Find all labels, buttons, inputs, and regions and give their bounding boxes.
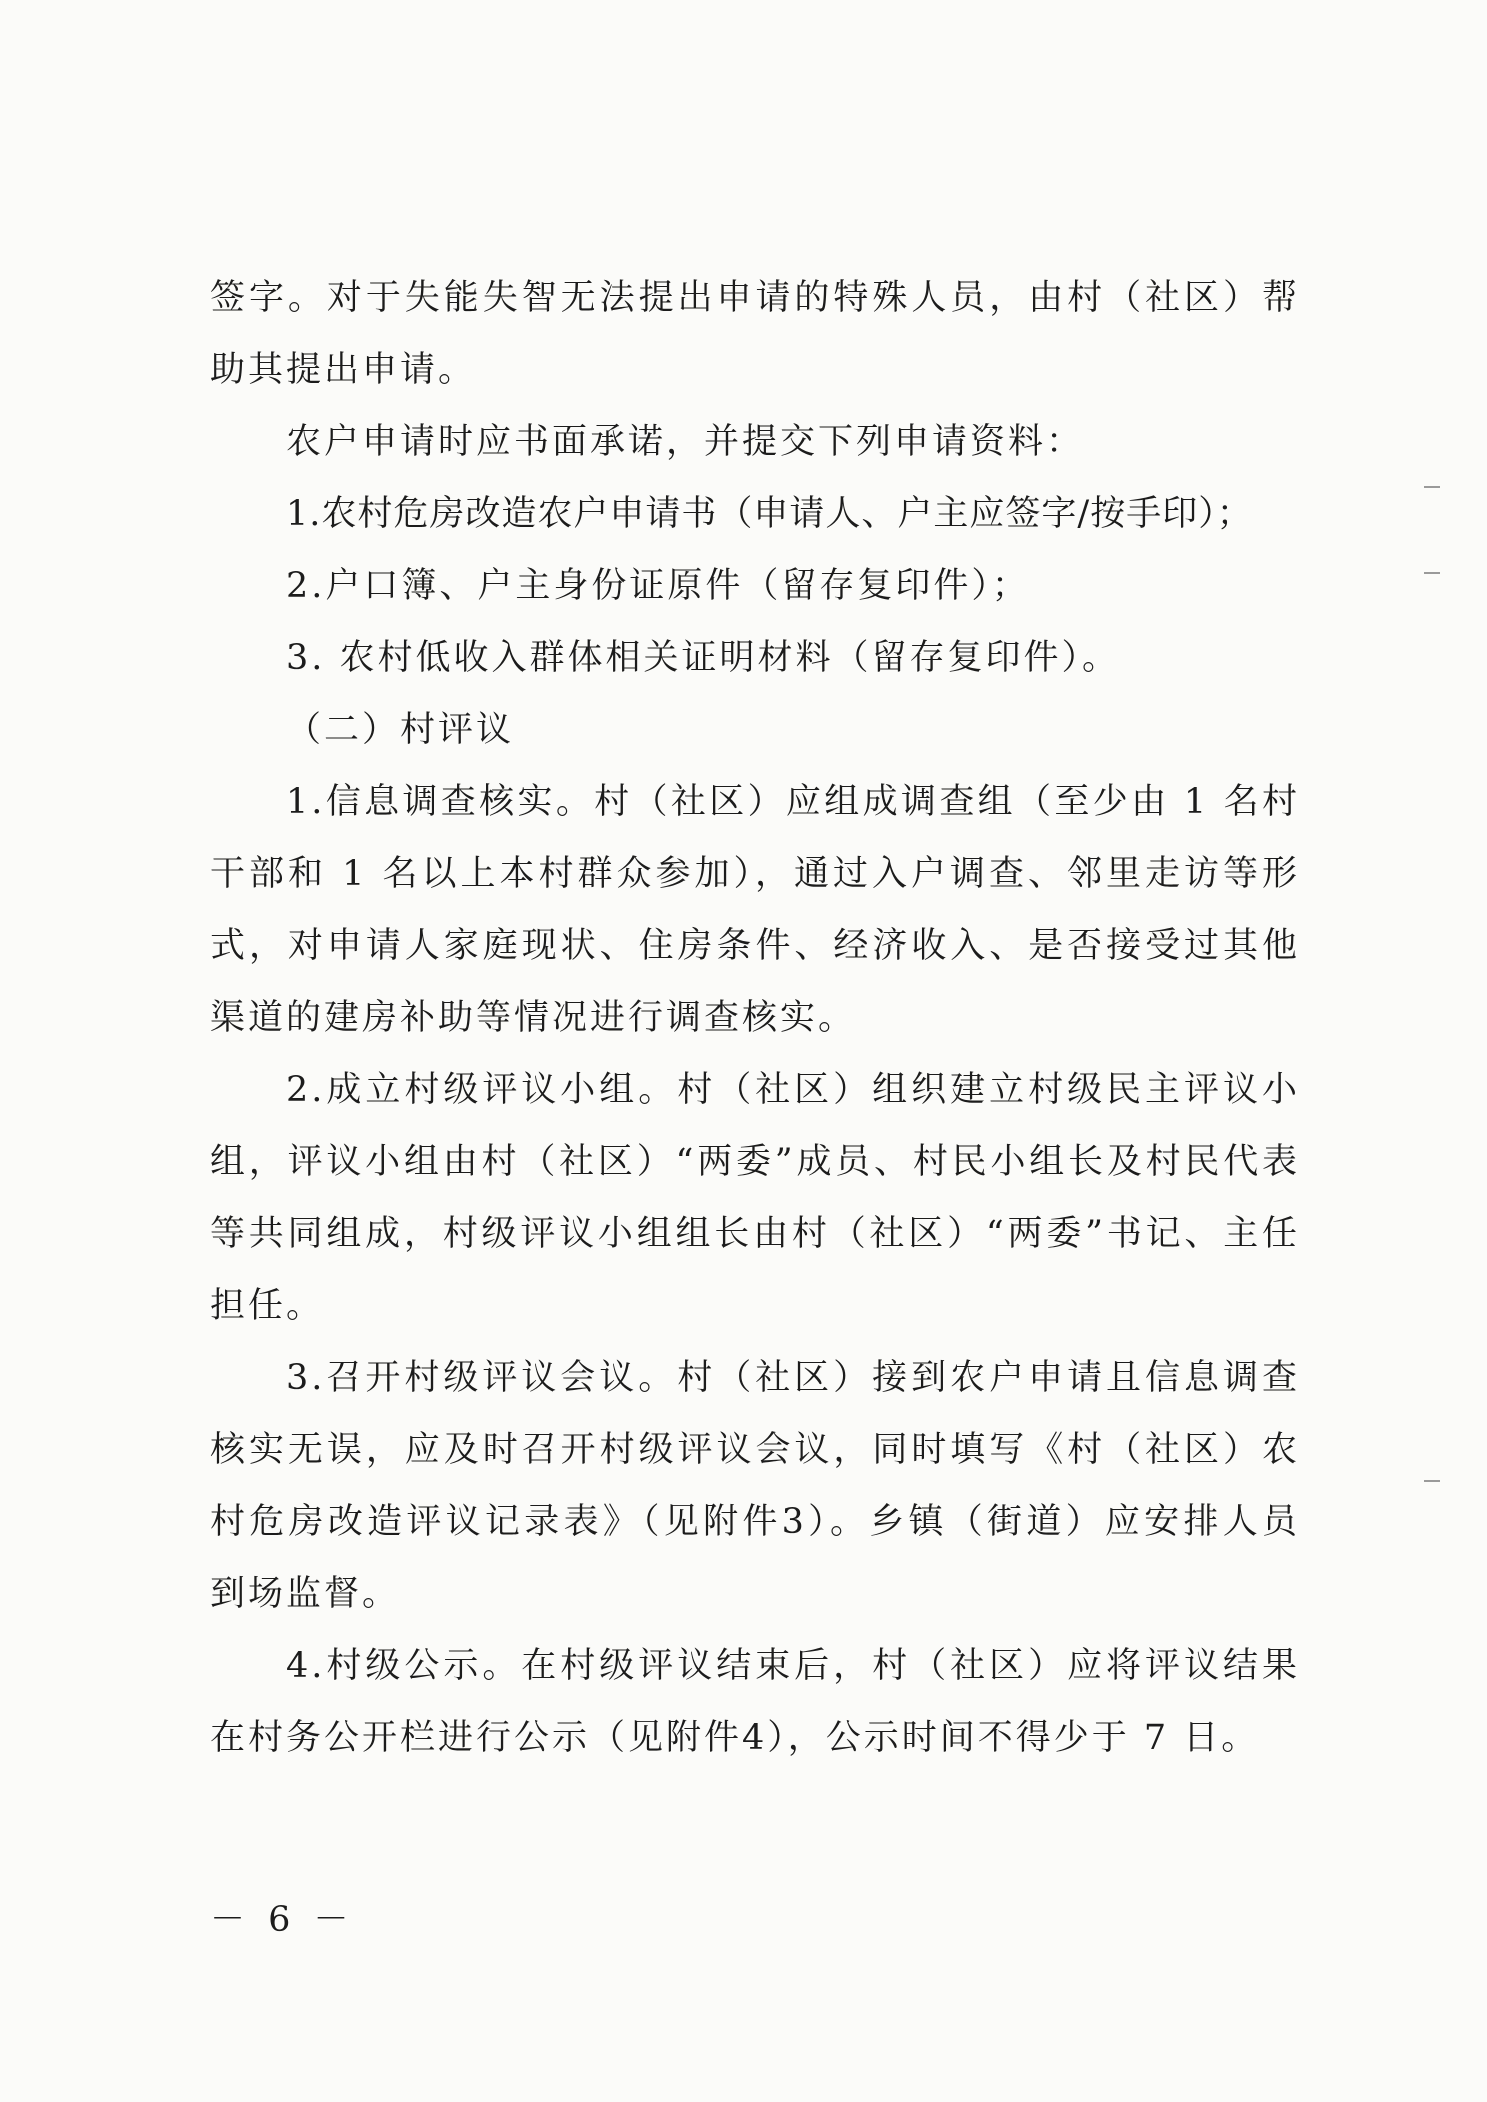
paragraph-application-commitment: 农户申请时应书面承诺，并提交下列申请资料： bbox=[286, 422, 1085, 462]
paragraph-info-verification: 1.信息调查核实。村（社区）应组成调查组（至少由 1 名村干部和 1 名以上本村群众参加），通过入户调查、邻里走访等形式，对申请人家庭现状、住房条件、经济收入、是否接受过其他渠道的建房补助等情况进行调查核实。 bbox=[210, 782, 1300, 1038]
scan-edge-mark bbox=[1424, 486, 1440, 488]
paragraph-village-publicity: 4.村级公示。在村级评议结束后，村（社区）应将评议结果在村务公开栏进行公示（见附件4），公示时间不得少于 7 日。 bbox=[210, 1646, 1300, 1758]
list-item-application-form: 1.农村危房改造农户申请书（申请人、户主应签字/按手印）； bbox=[286, 494, 1253, 534]
scan-edge-mark bbox=[1424, 572, 1440, 574]
scan-edge-mark bbox=[1424, 1480, 1440, 1482]
paragraph-review-group: 2.成立村级评议小组。村（社区）组织建立村级民主评议小组，评议小组由村（社区）“两委”成员、村民小组长及村民代表等共同组成，村级评议小组组长由村（社区）“两委”书记、主任担任。 bbox=[210, 1070, 1300, 1326]
page-number: － 6 － bbox=[210, 1900, 355, 1940]
paragraph-review-meeting: 3.召开村级评议会议。村（社区）接到农户申请且信息调查核实无误，应及时召开村级评议会议，同时填写《村（社区）农村危房改造评议记录表》（见附件3）。乡镇（街道）应安排人员到场监督。 bbox=[210, 1358, 1300, 1614]
paragraph-continued-signature: 签字。对于失能失智无法提出申请的特殊人员，由村（社区）帮助其提出申请。 bbox=[210, 278, 1300, 390]
list-item-low-income-proof: 3. 农村低收入群体相关证明材料（留存复印件）。 bbox=[286, 638, 1121, 678]
list-item-household-register: 2.户口簿、户主身份证原件（留存复印件）； bbox=[286, 566, 1030, 606]
section-heading-village-review: （二）村评议 bbox=[286, 710, 515, 750]
document-body bbox=[210, 262, 1300, 1774]
